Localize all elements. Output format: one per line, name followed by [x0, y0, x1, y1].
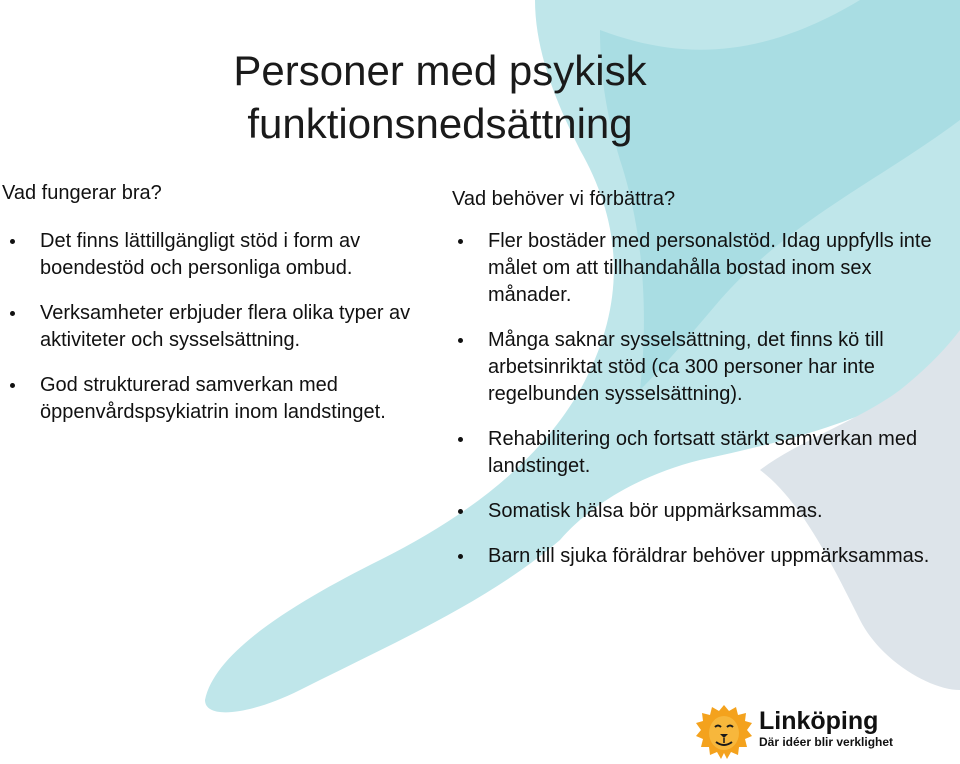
left-heading: Vad fungerar bra? — [2, 182, 162, 204]
logo-text — [759, 707, 893, 750]
title-line-1: Personer med psykisk — [233, 47, 647, 94]
list-item — [458, 228, 948, 309]
right-heading: Vad behöver vi förbättra? — [452, 188, 676, 210]
logo-tagline: Där idéer blir verklighet — [759, 735, 894, 749]
list-item-text: Fler bostäder med personalstöd. Idag uppfylls inte målet om att tillhandahålla bostad inom sex månader. — [488, 230, 932, 306]
list-item — [458, 498, 948, 525]
bullet-icon — [10, 311, 15, 316]
list-item — [10, 300, 420, 354]
logo-name: Linköping — [759, 707, 879, 735]
list-item — [458, 426, 948, 480]
bullet-icon — [458, 437, 463, 442]
list-item-text: God strukturerad samverkan med öppenvårdspsykiatrin inom landstinget. — [40, 374, 386, 423]
list-item — [10, 372, 420, 426]
bullet-icon — [458, 509, 463, 514]
bullet-icon — [458, 338, 463, 343]
right-list — [458, 228, 948, 588]
lion-head-icon — [695, 703, 753, 761]
list-item-text: Rehabilitering och fortsatt stärkt samverkan med landstinget. — [488, 428, 918, 477]
list-item-text: Somatisk hälsa bör uppmärksammas. — [488, 500, 823, 522]
list-item-text: Många saknar sysselsättning, det finns kö till arbetsinriktat stöd (ca 300 personer har inte regelbunden sysselsättning). — [488, 329, 884, 405]
slide-title — [140, 44, 740, 150]
list-item — [458, 543, 948, 570]
list-item — [10, 228, 420, 282]
list-item-text: Barn till sjuka föräldrar behöver uppmärksammas. — [488, 545, 930, 567]
bullet-icon — [458, 554, 463, 559]
bullet-icon — [458, 239, 463, 244]
linkoping-logo — [695, 703, 955, 761]
list-item-text: Verksamheter erbjuder flera olika typer av aktiviteter och sysselsättning. — [40, 302, 411, 351]
list-item-text: Det finns lättillgängligt stöd i form av boendestöd och personliga ombud. — [40, 230, 361, 279]
list-item — [458, 327, 948, 408]
left-list — [10, 228, 420, 444]
title-line-2: funktionsnedsättning — [247, 100, 633, 147]
bullet-icon — [10, 239, 15, 244]
bullet-icon — [10, 383, 15, 388]
